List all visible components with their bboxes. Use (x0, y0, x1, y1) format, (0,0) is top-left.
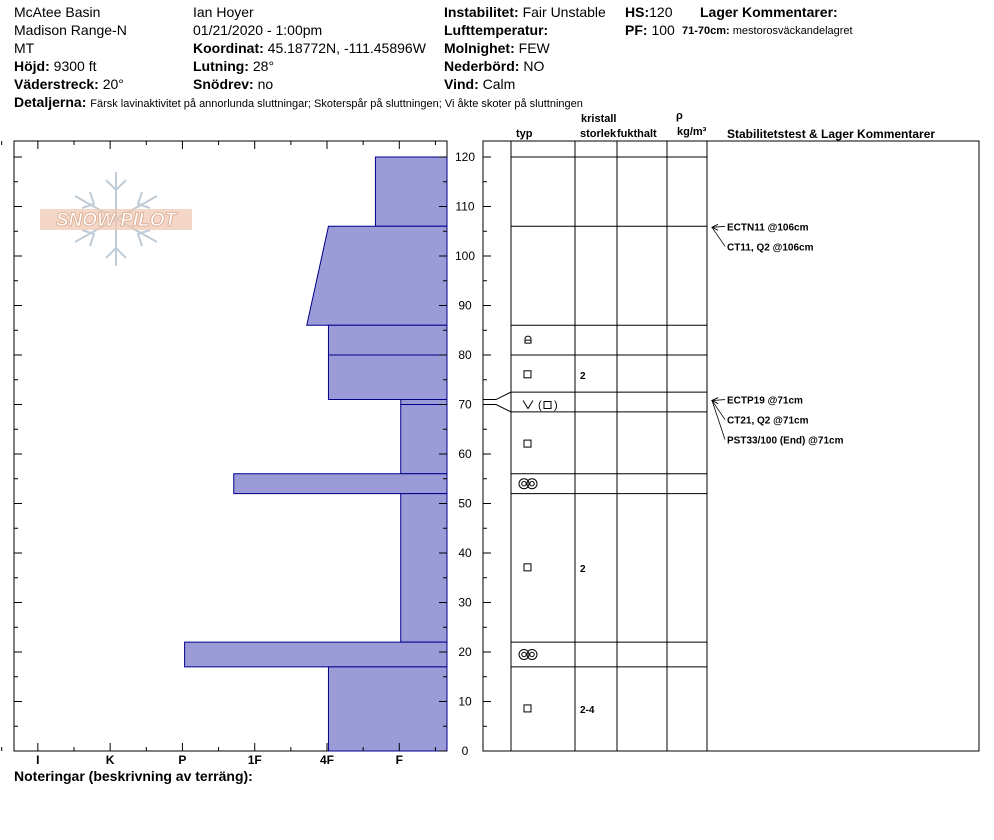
details-text: Färsk lavinaktivitet på annorlunda sluttningar; Skoterspår på sluttningen; Vi åkte skoter på sluttningen (90, 98, 583, 110)
layer-table-columns (511, 141, 707, 751)
elevation-label: Höjd: (14, 58, 50, 74)
depth-tick-label: 10 (458, 694, 472, 709)
hardness-layer-5 (401, 400, 447, 405)
depth-tick-label: 70 (458, 397, 472, 412)
melt-freeze-crystal-icon-inner (522, 652, 526, 656)
stability-test-label: ECTP19 @71cm (727, 395, 803, 407)
density-unit-header: kg/m³ (677, 126, 707, 138)
faceted-crystal-icon (524, 564, 531, 571)
hardness-tick-label-1F: 1F (247, 753, 262, 767)
stability-test-leader (712, 401, 725, 420)
observation-datetime: 01/21/2020 - 1:00pm (193, 22, 323, 38)
snow-height-label: HS: (625, 4, 650, 20)
cloud-cover-label: Molnighet: (444, 40, 515, 56)
cloud-cover-value: FEW (518, 40, 550, 56)
snow-height-value: 120 (649, 4, 673, 20)
hardness-layer-2 (307, 226, 447, 325)
observer-name: Ian Hoyer (193, 4, 254, 20)
stability-tests (712, 222, 844, 446)
layer-connector (483, 405, 511, 412)
layer-connector (483, 392, 511, 399)
stability-test-label: ECTN11 @106cm (727, 222, 809, 234)
melt-freeze-crystal-icon-inner (530, 482, 534, 486)
rounded-faceted-crystal-icon (525, 336, 531, 343)
stability-test-leader (712, 227, 725, 246)
hardness-layer-6 (401, 405, 447, 474)
stability-label: Instabilitet: (444, 4, 519, 20)
hardness-layer-4 (328, 355, 447, 400)
crystal-symbols (519, 336, 595, 716)
faceted-crystal-icon (524, 371, 531, 378)
stability-test-leader (712, 401, 725, 440)
coordinates-label: Koordinat: (193, 40, 264, 56)
elevation-value: 9300 ft (53, 58, 97, 74)
faceted-crystal-icon (524, 440, 531, 447)
snow-drift-label: Snödrev: (193, 76, 254, 92)
hardness-layer-7 (234, 474, 447, 494)
depth-tick-label: 20 (458, 645, 472, 659)
crystal-header: kristall (581, 113, 617, 125)
hardness-profile (185, 157, 447, 751)
hardness-layer-1 (375, 157, 447, 226)
stability-test-header: Stabilitetstest & Lager Kommentarer (727, 127, 936, 141)
hardness-tick-label-P: P (178, 753, 187, 767)
hardness-layer-3 (328, 325, 447, 355)
location-name: McAtee Basin (14, 4, 101, 20)
hardness-layer-8 (401, 494, 447, 642)
depth-tick-label: 50 (458, 496, 472, 511)
faceted-crystal-icon (524, 705, 531, 712)
precipitation-value: NO (523, 58, 545, 74)
details-label: Detaljerna: (14, 94, 87, 110)
depth-tick-label: 60 (458, 447, 472, 461)
aspect-label: Väderstreck: (14, 76, 99, 92)
layer-comment-text: mestorosväckandelagret (732, 25, 853, 37)
depth-tick-label: 100 (454, 249, 476, 263)
slope-label: Lutning: (193, 58, 249, 74)
penetration-value: 100 (651, 22, 675, 38)
snow-pilot-logo: SNOW PILOT (55, 210, 177, 231)
depth-hoar-crystal-icon (523, 401, 533, 409)
crystal-size-value: 2 (580, 563, 586, 575)
crystal-size-value: 2-4 (580, 704, 595, 716)
stability-value: Fair Unstable (522, 4, 606, 20)
melt-freeze-crystal-icon-inner (530, 652, 534, 656)
depth-tick-label: 110 (455, 199, 475, 214)
hardness-tick-label-I: I (36, 753, 40, 767)
hardness-layer-9 (185, 642, 447, 667)
air-temperature-label: Lufttemperatur: (444, 22, 549, 38)
moisture-header: fukthalt (617, 128, 657, 140)
stability-test-label: CT21, Q2 @71cm (727, 415, 809, 427)
hardness-tick-label-K: K (105, 753, 115, 767)
depth-tick-label: 0 (461, 744, 469, 758)
density-rho-header: ρ (676, 110, 683, 122)
depth-tick-label: 120 (454, 150, 476, 164)
hardness-tick-label-F: F (395, 753, 403, 767)
layer-table-rows (483, 157, 707, 667)
coordinates-value: 45.18772N, -111.45896W (267, 40, 426, 56)
faceted-crystal-icon-secondary (544, 402, 551, 409)
crystal-size-value: 2 (580, 370, 586, 382)
hardness-layer-10 (328, 667, 447, 751)
state: MT (14, 40, 35, 56)
slope-value: 28° (252, 58, 275, 74)
aspect-value: 20° (102, 76, 124, 92)
precipitation-label: Nederbörd: (444, 58, 520, 74)
penetration-label: PF: (625, 22, 648, 38)
wind-value: Calm (482, 76, 516, 92)
layer-comment-depth: 71-70cm: (682, 25, 730, 37)
stability-test-label: PST33/100 (End) @71cm (727, 435, 844, 447)
mountain-range: Madison Range-N (14, 22, 127, 38)
secondary-crystal-paren-left: ( (538, 399, 542, 412)
depth-tick-label: 80 (458, 348, 472, 362)
crystal-type-header: typ (516, 128, 533, 140)
wind-label: Vind: (444, 76, 479, 92)
hardness-tick-label-4F: 4F (319, 753, 335, 767)
secondary-crystal-paren-right: ) (554, 399, 558, 412)
terrain-notes-heading: Noteringar (beskrivning av terräng): (14, 768, 253, 784)
layer-comments-heading: Lager Kommentarer: (700, 4, 838, 20)
stability-test-label: CT11, Q2 @106cm (727, 242, 814, 254)
depth-tick-label: 40 (458, 546, 472, 560)
melt-freeze-crystal-icon-inner (522, 482, 526, 486)
depth-tick-label: 90 (458, 298, 472, 313)
crystal-size-header: storlek (580, 128, 617, 140)
snow-drift-value: no (257, 76, 274, 92)
depth-tick-label: 30 (458, 595, 472, 610)
